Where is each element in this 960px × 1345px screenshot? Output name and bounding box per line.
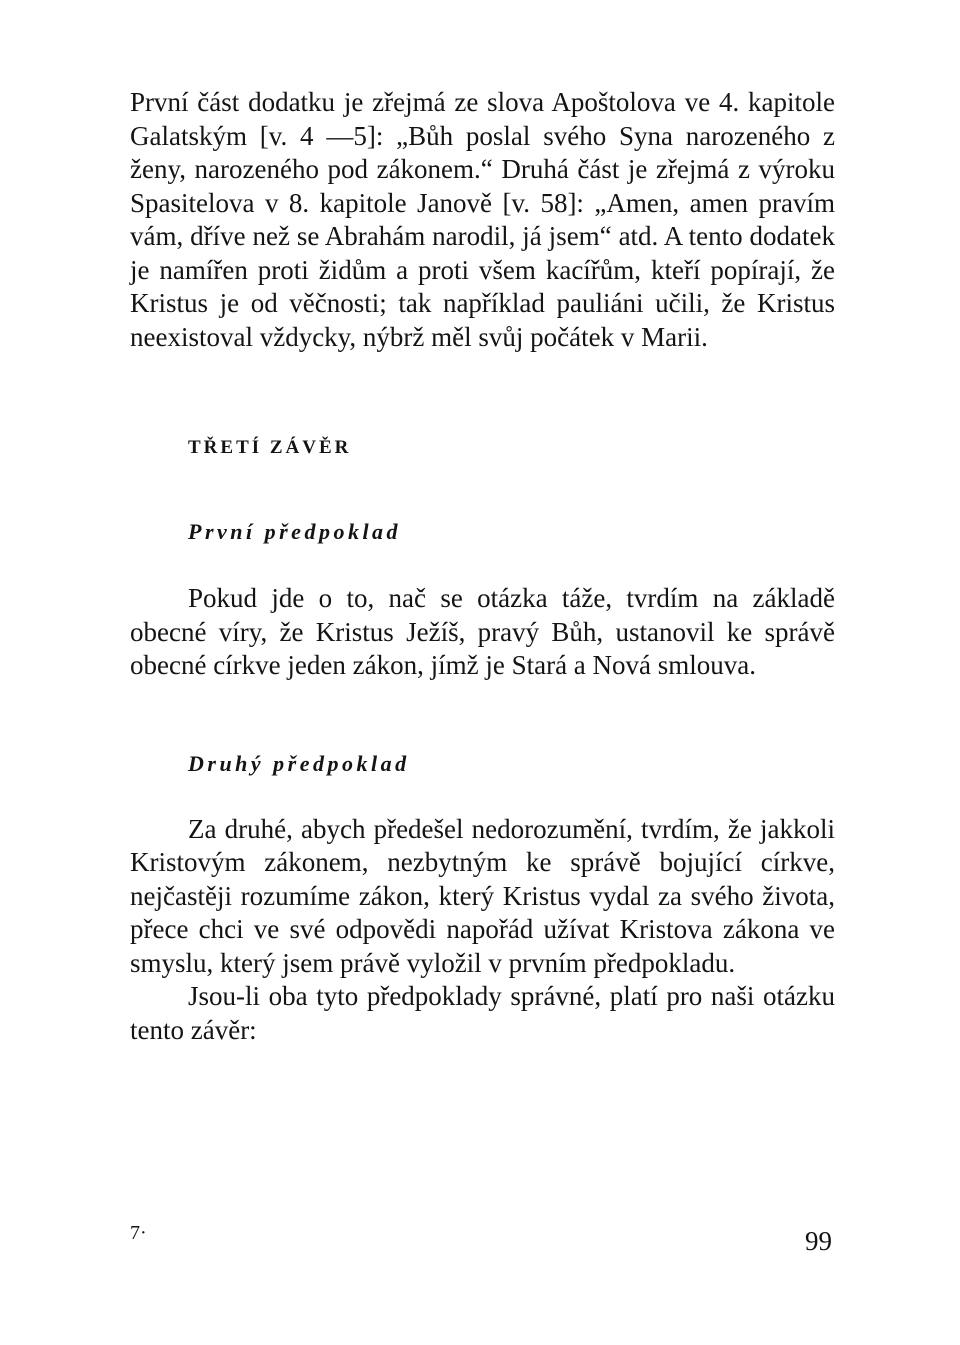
signature-mark: 7· — [130, 1222, 147, 1244]
paragraph-1: První část dodatku je zřejmá ze slova Apoštolova ve 4. kapitole Galatským [v. 4 —5]: „Bůh poslal svého Syna narozeného z ženy, narozeného pod zákonem.“ Druhá část je zřejmá z výroku Spasitelova v 8. kapitole Janově [v. 58]: „Amen, amen pravím vám, dříve než se Abrahám narodil, já jsem“ atd. A tento dodatek je namířen proti židům a proti všem kacířům, kteří popírají, že Kristus je od věčnosti; tak například pauliáni učili, že Kristus neexistoval vždycky, nýbrž měl svůj počátek v Marii. — [130, 87, 835, 352]
subheading-first-premise: První předpoklad — [188, 519, 402, 544]
page-footer — [130, 1222, 835, 1262]
paragraph-3: Za druhé, abych předešel nedorozumění, tvrdím, že jakkoli Kristovým zákonem, nezbytným ke správě bojující církve, nejčastěji rozumíme zákon, který Kristus vydal za svého života, přece chci ve své odpovědi napořád užívat Kristova zákona ve smyslu, který jsem právě vyložil v prvním předpokladu. — [130, 813, 835, 978]
paragraph-4: Jsou-li oba tyto předpoklady správné, platí pro naši otázku tento závěr: — [130, 981, 835, 1045]
page-number: 99 — [805, 1226, 832, 1256]
section-heading: TŘETÍ ZÁVĚR — [188, 437, 352, 458]
page-body — [130, 86, 835, 1047]
paragraph-2: Pokud jde o to, nač se otázka táže, tvrdím na základě obecné víry, že Kristus Ježíš, pravý Bůh, ustanovil ke správě obecné církve jeden zákon, jímž je Stará a Nová smlouva. — [130, 583, 835, 680]
subheading-second-premise: Druhý předpoklad — [188, 750, 410, 776]
